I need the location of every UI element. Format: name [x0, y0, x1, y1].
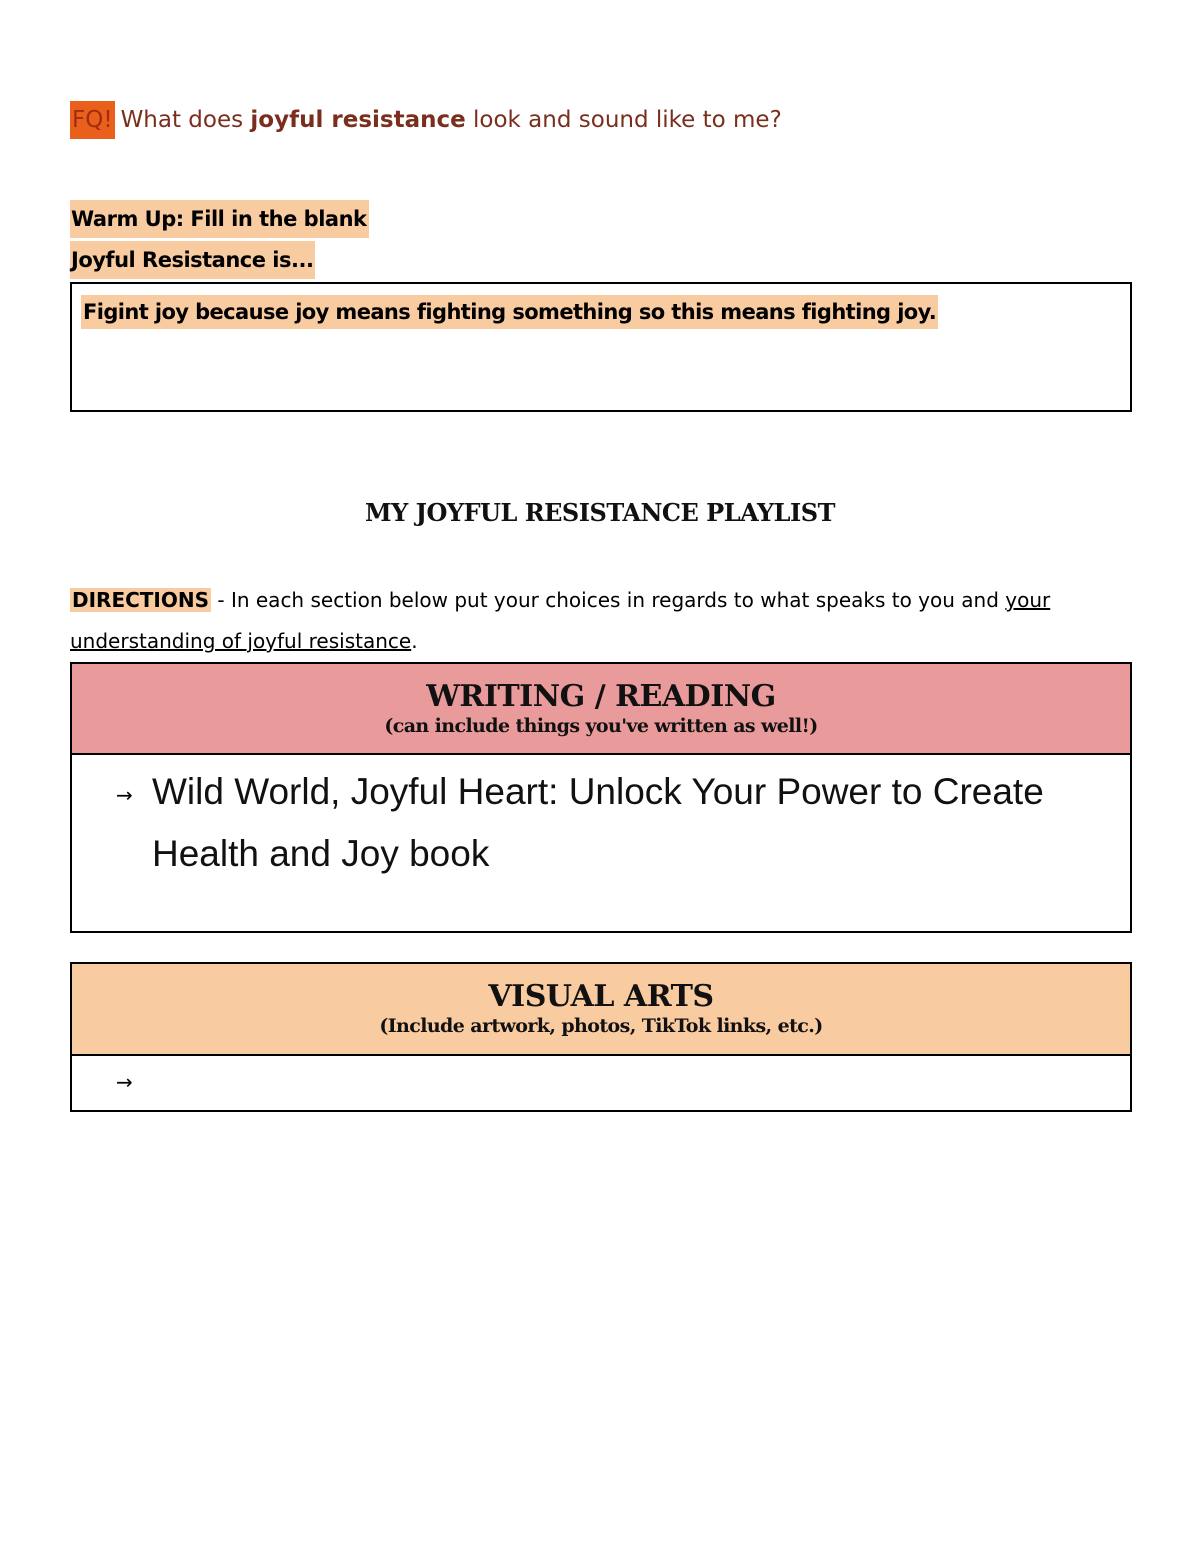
visual-arts-section: [70, 962, 1132, 1112]
arrow-right-icon: →: [116, 1070, 133, 1094]
directions-end: .: [411, 629, 418, 653]
fq-suffix: look and sound like to me?: [473, 107, 782, 133]
writing-reading-title: WRITING / READING: [426, 679, 776, 714]
directions-label: DIRECTIONS: [72, 588, 210, 612]
focus-question: [70, 100, 782, 140]
visual-arts-header: [72, 964, 1130, 1056]
directions-underlined: your understanding of joyful resistance: [70, 588, 1051, 653]
warm-up-title: Warm Up: Fill in the blank: [70, 200, 369, 238]
list-item: [116, 761, 1052, 885]
visual-arts-subtitle: (Include artwork, photos, TikTok links, etc.): [379, 1015, 823, 1037]
directions: [70, 580, 1130, 662]
fq-bold-phrase: joyful resistance: [250, 107, 466, 133]
warm-up-prompt: Joyful Resistance is...: [70, 241, 315, 279]
visual-arts-title: VISUAL ARTS: [488, 979, 714, 1014]
writing-reading-subtitle: (can include things you've written as well!): [384, 715, 818, 737]
writing-reading-header: [72, 664, 1130, 755]
fq-tag: FQ!: [70, 101, 115, 139]
warm-up: [70, 200, 369, 282]
directions-text: - In each section below put your choices in regards to what speaks to you and: [211, 588, 1006, 612]
fq-prefix: What does: [120, 107, 244, 133]
writing-reading-item: Wild World, Joyful Heart: Unlock Your Power to Create Health and Joy book: [152, 771, 1044, 874]
list-item: [116, 1070, 152, 1094]
visual-arts-body[interactable]: [72, 1056, 1130, 1110]
writing-reading-body[interactable]: [72, 755, 1130, 931]
warm-up-answer: Figint joy because joy means fighting something so this means fighting joy.: [81, 295, 938, 329]
warm-up-answer-box[interactable]: [70, 282, 1132, 412]
playlist-title: MY JOYFUL RESISTANCE PLAYLIST: [365, 498, 835, 527]
writing-reading-section: [70, 662, 1132, 933]
arrow-right-icon: →: [116, 783, 133, 807]
